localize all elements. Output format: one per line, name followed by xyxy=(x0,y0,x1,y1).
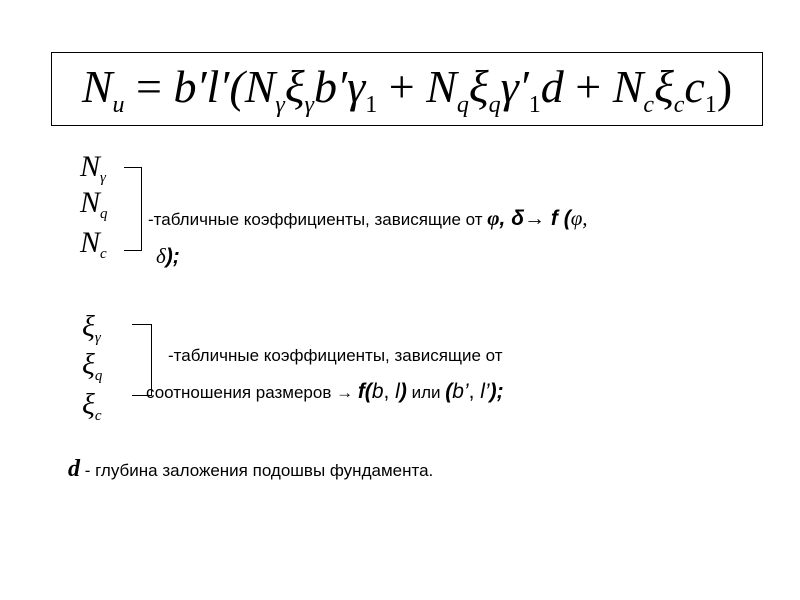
definition-symbol: d xyxy=(68,456,80,482)
formula-sub-q: q xyxy=(456,91,469,118)
group2-text: соотношения размеров → xyxy=(146,383,358,402)
formula-lhs-sub: u xyxy=(112,91,125,118)
symbol-n-q xyxy=(80,188,108,229)
symbol-xi-gamma-base: ξ xyxy=(82,310,95,343)
group2-or: или xyxy=(406,383,446,402)
formula-sub-1: 1 xyxy=(365,91,378,118)
group1-phi2: φ, xyxy=(570,206,588,230)
group2-b: b xyxy=(371,380,384,403)
symbol-xi-c xyxy=(82,390,102,431)
group1-line2 xyxy=(156,244,180,269)
formula-n-gamma: N xyxy=(244,60,276,112)
formula-plus-2: + xyxy=(575,60,602,112)
formula-d: d xyxy=(540,60,564,112)
formula-n-c: N xyxy=(612,60,644,112)
bracket-1-tick-bottom xyxy=(124,250,130,251)
group1-line1 xyxy=(148,206,588,231)
formula-gamma: γ xyxy=(347,60,366,112)
group1-line2-delta: δ xyxy=(156,244,166,268)
group2-line2 xyxy=(146,380,504,404)
formula-sub-gamma: γ xyxy=(275,91,285,118)
formula-sub-c: c xyxy=(643,91,655,118)
group1-line2-end: ); xyxy=(165,245,180,268)
bracket-2-tick-top xyxy=(132,324,138,325)
symbol-xi-gamma-sub: γ xyxy=(94,330,101,346)
group1-delta: , δ xyxy=(499,207,525,230)
formula-xi-gamma: ξ xyxy=(284,60,305,112)
symbol-n-c-sub: c xyxy=(100,246,107,262)
symbol-xi-q-base: ξ xyxy=(82,348,95,381)
group2-f: f( xyxy=(357,380,372,403)
definition-d xyxy=(68,456,433,483)
definition-text: глубина заложения подошвы фундамента. xyxy=(95,461,434,480)
formula-plus-1: + xyxy=(388,60,415,112)
bracket-2-tick-bottom xyxy=(132,395,138,396)
bracket-1 xyxy=(128,167,142,251)
group2-open2: ( xyxy=(445,380,453,403)
symbol-xi-c-sub: c xyxy=(94,408,102,424)
group2-l: l xyxy=(395,380,400,403)
group1-arrow-f: → f ( xyxy=(524,207,571,230)
formula-sub-c-2: c xyxy=(673,91,685,118)
symbol-n-gamma-base: N xyxy=(80,150,101,183)
formula-xi-q: ξ xyxy=(468,60,489,112)
group2-close2: ); xyxy=(489,380,504,403)
symbol-n-q-sub: q xyxy=(100,206,108,222)
symbol-n-c-base: N xyxy=(80,226,101,259)
formula xyxy=(82,60,732,119)
group2-l-prime: l’ xyxy=(480,380,490,403)
group2-comma2: , xyxy=(468,380,481,403)
formula-lhs: N xyxy=(81,60,113,112)
symbol-xi-q xyxy=(82,350,102,391)
formula-box xyxy=(51,52,763,126)
symbol-n-q-base: N xyxy=(80,186,101,219)
formula-n-q: N xyxy=(426,60,457,112)
formula-gamma-prime: γ′ xyxy=(500,60,529,112)
group1-phi: φ xyxy=(487,206,500,230)
formula-eq: = xyxy=(136,60,162,112)
formula-bl: b′l′( xyxy=(173,60,245,112)
symbol-xi-c-base: ξ xyxy=(82,388,95,421)
formula-close: ) xyxy=(716,60,733,112)
symbol-n-gamma-sub: γ xyxy=(100,170,106,186)
bracket-1-tick-top xyxy=(124,167,130,168)
group2-comma: , xyxy=(383,380,396,403)
formula-xi-c: ξ xyxy=(654,60,674,112)
group1-text: -табличные коэффициенты, зависящие от xyxy=(148,210,488,229)
formula-sub-1b: 1 xyxy=(528,91,541,118)
formula-b-prime: b′ xyxy=(314,60,348,112)
symbol-xi-gamma xyxy=(82,312,101,353)
group2-b-prime: b’ xyxy=(452,380,469,403)
formula-c1: c xyxy=(684,60,705,112)
group2-line1: -табличные коэффициенты, зависящие от xyxy=(168,346,503,365)
formula-sub-q-2: q xyxy=(488,91,501,118)
formula-sub-gamma-2: γ xyxy=(304,91,315,118)
group2-close: ) xyxy=(399,380,407,403)
definition-dash: - xyxy=(80,461,96,480)
formula-sub-1c: 1 xyxy=(704,91,717,118)
symbol-n-c xyxy=(80,228,107,269)
symbol-xi-q-sub: q xyxy=(94,368,103,384)
